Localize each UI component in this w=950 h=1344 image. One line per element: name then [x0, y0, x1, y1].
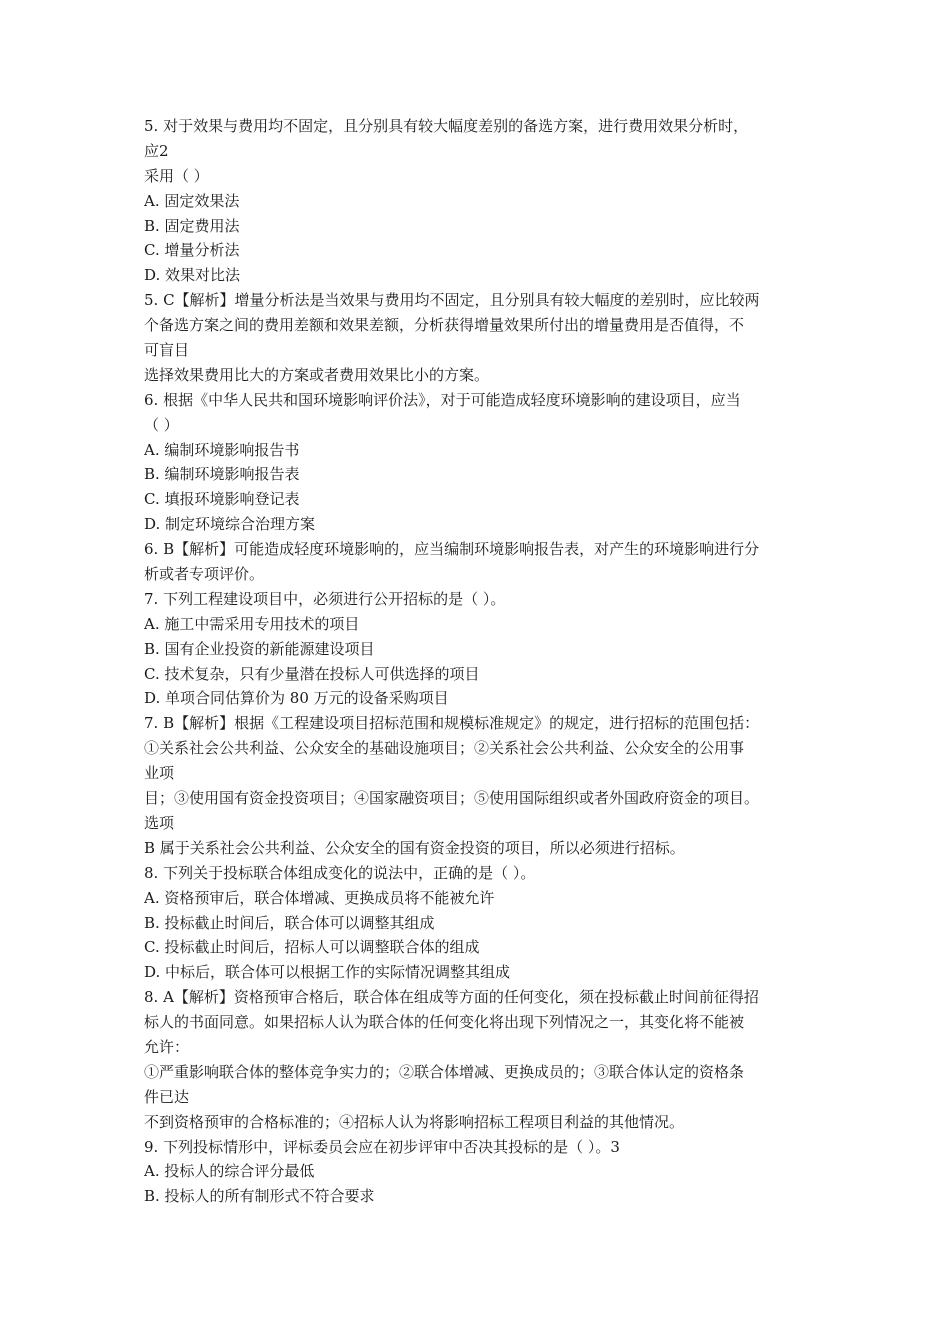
answer-line: 8. A【解析】资格预审合格后，联合体在组成等方面的任何变化，须在投标截止时间前征得招 — [144, 988, 759, 1007]
answer-line: 目；③使用国有资金投资项目；④国家融资项目；⑤使用国际组织或者外国政府资金的项目。 — [144, 789, 760, 808]
text-line: 采用（ ） — [144, 166, 209, 185]
option-line: D. 单项合同估算价为 80 万元的设备采购项目 — [144, 689, 449, 708]
answer-line: 6. B【解析】可能造成轻度环境影响的，应当编制环境影响报告表，对产生的环境影响进行分 — [144, 540, 760, 559]
option-line: B. 编制环境影响报告表 — [144, 465, 300, 484]
answer-line: ①严重影响联合体的整体竞争实力的；②联合体增减、更换成员的；③联合体认定的资格条 — [144, 1062, 745, 1081]
option-line: D. 效果对比法 — [144, 266, 241, 285]
option-line: D. 制定环境综合治理方案 — [144, 515, 316, 534]
answer-line: ①关系社会公共利益、公众安全的基础设施项目；②关系社会公共利益、公众安全的公用事 — [144, 739, 745, 758]
option-line: C. 投标截止时间后，招标人可以调整联合体的组成 — [144, 938, 480, 957]
option-line: A. 固定效果法 — [144, 191, 240, 210]
answer-line: B 属于关系社会公共利益、公众安全的国有资金投资的项目，所以必须进行招标。 — [144, 838, 685, 857]
answer-line: 5. C【解析】增量分析法是当效果与费用均不固定，且分别具有较大幅度的差别时，应比较两 — [144, 291, 760, 310]
text-line: 应2 — [144, 141, 169, 160]
answer-line: 业项 — [144, 764, 175, 783]
option-line: A. 施工中需采用专用技术的项目 — [144, 614, 360, 633]
option-line: A. 投标人的综合评分最低 — [144, 1162, 315, 1181]
question-line: 8. 下列关于投标联合体组成变化的说法中，正确的是（ ）。 — [144, 863, 536, 882]
answer-line: 标人的书面同意。如果招标人认为联合体的任何变化将出现下列情况之一，其变化将不能被 — [144, 1013, 745, 1032]
question-line: （ ） — [144, 415, 179, 434]
question-line: 7. 下列工程建设项目中，必须进行公开招标的是（ ）。 — [144, 589, 506, 608]
option-line: B. 投标截止时间后，联合体可以调整其组成 — [144, 913, 435, 932]
document-body — [144, 114, 834, 1209]
option-line: C. 技术复杂，只有少量潜在投标人可供选择的项目 — [144, 664, 480, 683]
answer-line: 7. B【解析】根据《工程建设项目招标范围和规模标准规定》的规定，进行招标的范围包括： — [144, 714, 760, 733]
text-line: 5. 对于效果与费用均不固定，且分别具有较大幅度差别的备选方案，进行费用效果分析时， — [144, 117, 749, 135]
answer-line: 析或者专项评价。 — [144, 565, 265, 584]
answer-line: 允许： — [144, 1037, 190, 1056]
option-line: C. 增量分析法 — [144, 241, 240, 260]
question-line: 9. 下列投标情形中，评标委员会应在初步评审中否决其投标的是（ ）。3 — [144, 1137, 620, 1156]
option-line: D. 中标后，联合体可以根据工作的实际情况调整其组成 — [144, 963, 511, 982]
option-line: A. 资格预审后，联合体增减、更换成员将不能被允许 — [144, 888, 495, 907]
answer-line: 选项 — [144, 813, 175, 832]
question-line: 6. 根据《中华人民共和国环境影响评价法》，对于可能造成轻度环境影响的建设项目，应当 — [144, 390, 741, 409]
option-line: B. 国有企业投资的新能源建设项目 — [144, 639, 375, 658]
answer-line: 件已达 — [144, 1087, 190, 1106]
option-line: A. 编制环境影响报告书 — [144, 440, 300, 459]
option-line: B. 投标人的所有制形式不符合要求 — [144, 1187, 375, 1206]
answer-line: 选择效果费用比大的方案或者费用效果比小的方案。 — [144, 365, 490, 384]
option-line: C. 填报环境影响登记表 — [144, 490, 300, 509]
answer-line: 不到资格预审的合格标准的；④招标人认为将影响招标工程项目利益的其他情况。 — [144, 1112, 685, 1131]
answer-line: 个备选方案之间的费用差额和效果差额，分析获得增量效果所付出的增量费用是否值得，不 — [144, 316, 745, 335]
answer-line: 可盲目 — [144, 341, 190, 360]
option-line: B. 固定费用法 — [144, 216, 240, 235]
